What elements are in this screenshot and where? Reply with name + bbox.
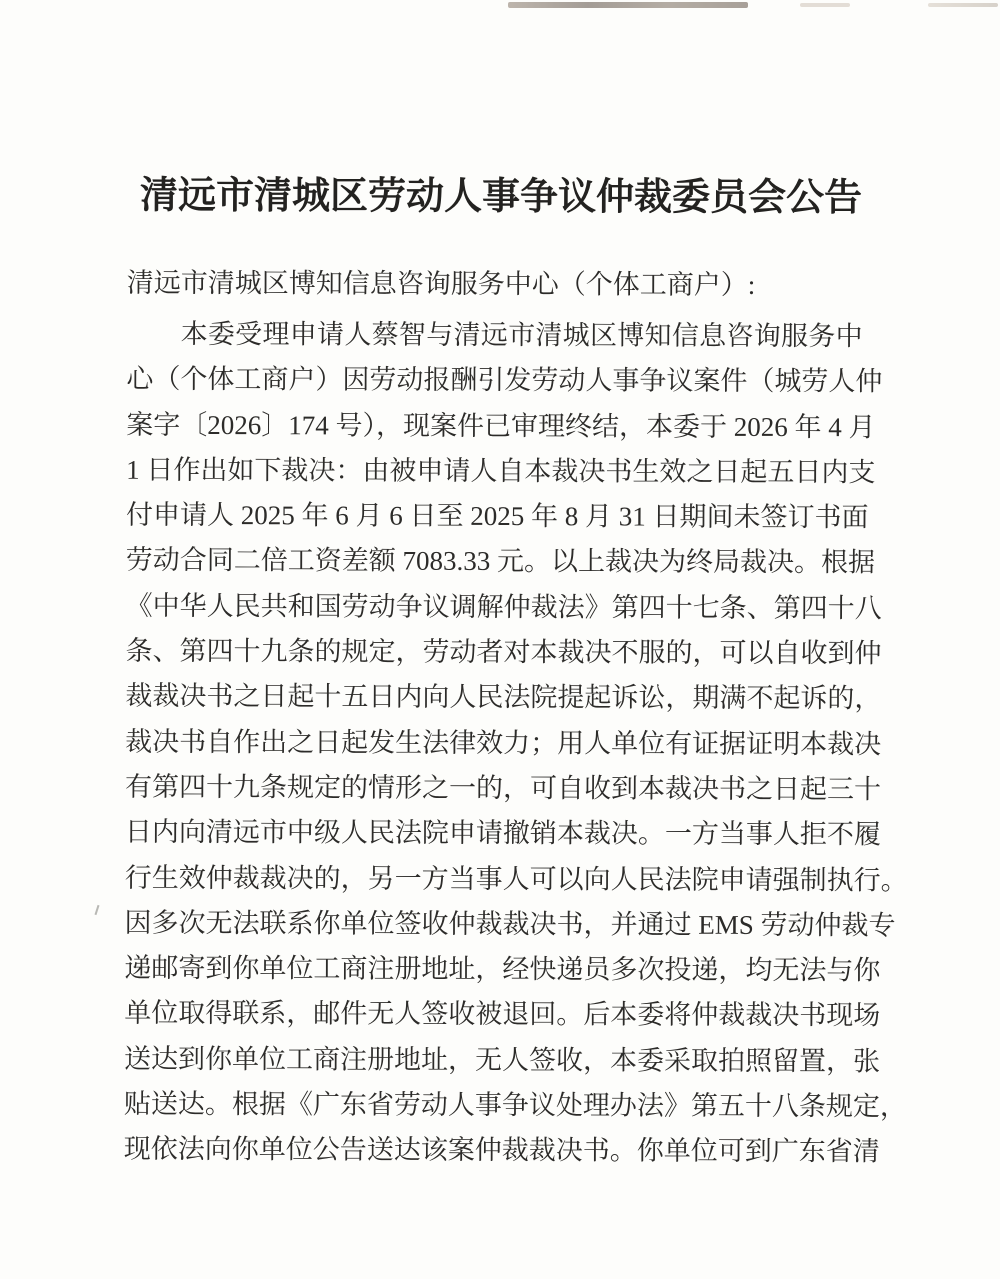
body-line: 有第四十九条规定的情形之一的，可自收到本裁决书之日起三十 xyxy=(124,771,882,805)
body-line: 条、第四十九条的规定，劳动者对本裁决不服的，可以自收到仲 xyxy=(125,635,882,669)
notice-body-paragraph xyxy=(123,312,908,1175)
body-line: 本委受理申请人蔡智与清远市清城区博知信息咨询服务中 xyxy=(180,318,863,352)
body-line: 《中华人民共和国劳动争议调解仲裁法》第四十七条、第四十八 xyxy=(125,590,882,624)
body-line: 日内向清远市中级人民法院申请撤销本裁决。一方当事人拒不履 xyxy=(124,816,881,850)
body-line: 单位取得联系，邮件无人签收被退回。后本委将仲裁裁决书现场 xyxy=(124,998,881,1031)
body-line: 劳动合同二倍工资差额 7083.33 元。以上裁决为终局裁决。根据 xyxy=(125,545,876,578)
body-line: 心（个体工商户）因劳动报酬引发劳动人事争议案件（城劳人仲 xyxy=(126,363,883,397)
body-line: 裁决书自作出之日起发生法律效力；用人单位有证据证明本裁决 xyxy=(125,726,882,760)
document-title: 清远市清城区劳动人事争议仲裁委员会公告 xyxy=(140,174,863,220)
addressee-salutation: 清远市清城区博知信息咨询服务中心（个体工商户）: xyxy=(126,267,756,300)
body-line: 递邮寄到你单位工商注册地址，经快递员多次投递，均无法与你 xyxy=(124,952,881,986)
body-line: 行生效仲裁裁决的，另一方当事人可以向人民法院申请强制执行。 xyxy=(124,862,908,895)
body-line: 裁裁决书之日起十五日内向人民法院提起诉讼，期满不起诉的， xyxy=(125,681,882,714)
body-line: 贴送达。根据《广东省劳动人事争议处理办法》第五十八条规定， xyxy=(123,1088,907,1122)
body-line: 因多次无法联系你单位签收仲裁裁决书，并通过 EMS 劳动仲裁专 xyxy=(124,907,896,941)
body-line: 案字〔2026〕174 号），现案件已审理终结，本委于 2026 年 4 月 xyxy=(126,409,876,442)
body-line: 1 日作出如下裁决：由被申请人自本裁决书生效之日起五日内支 xyxy=(126,454,876,488)
body-line: 付申请人 2025 年 6 月 6 日至 2025 年 8 月 31 日期间未签订书面 xyxy=(125,499,869,533)
body-line: 现依法向你单位公告送达该案仲裁裁决书。你单位可到广东省清 xyxy=(123,1134,880,1167)
body-line: 送达到你单位工商注册地址，无人签收，本委采取拍照留置，张 xyxy=(124,1043,881,1077)
